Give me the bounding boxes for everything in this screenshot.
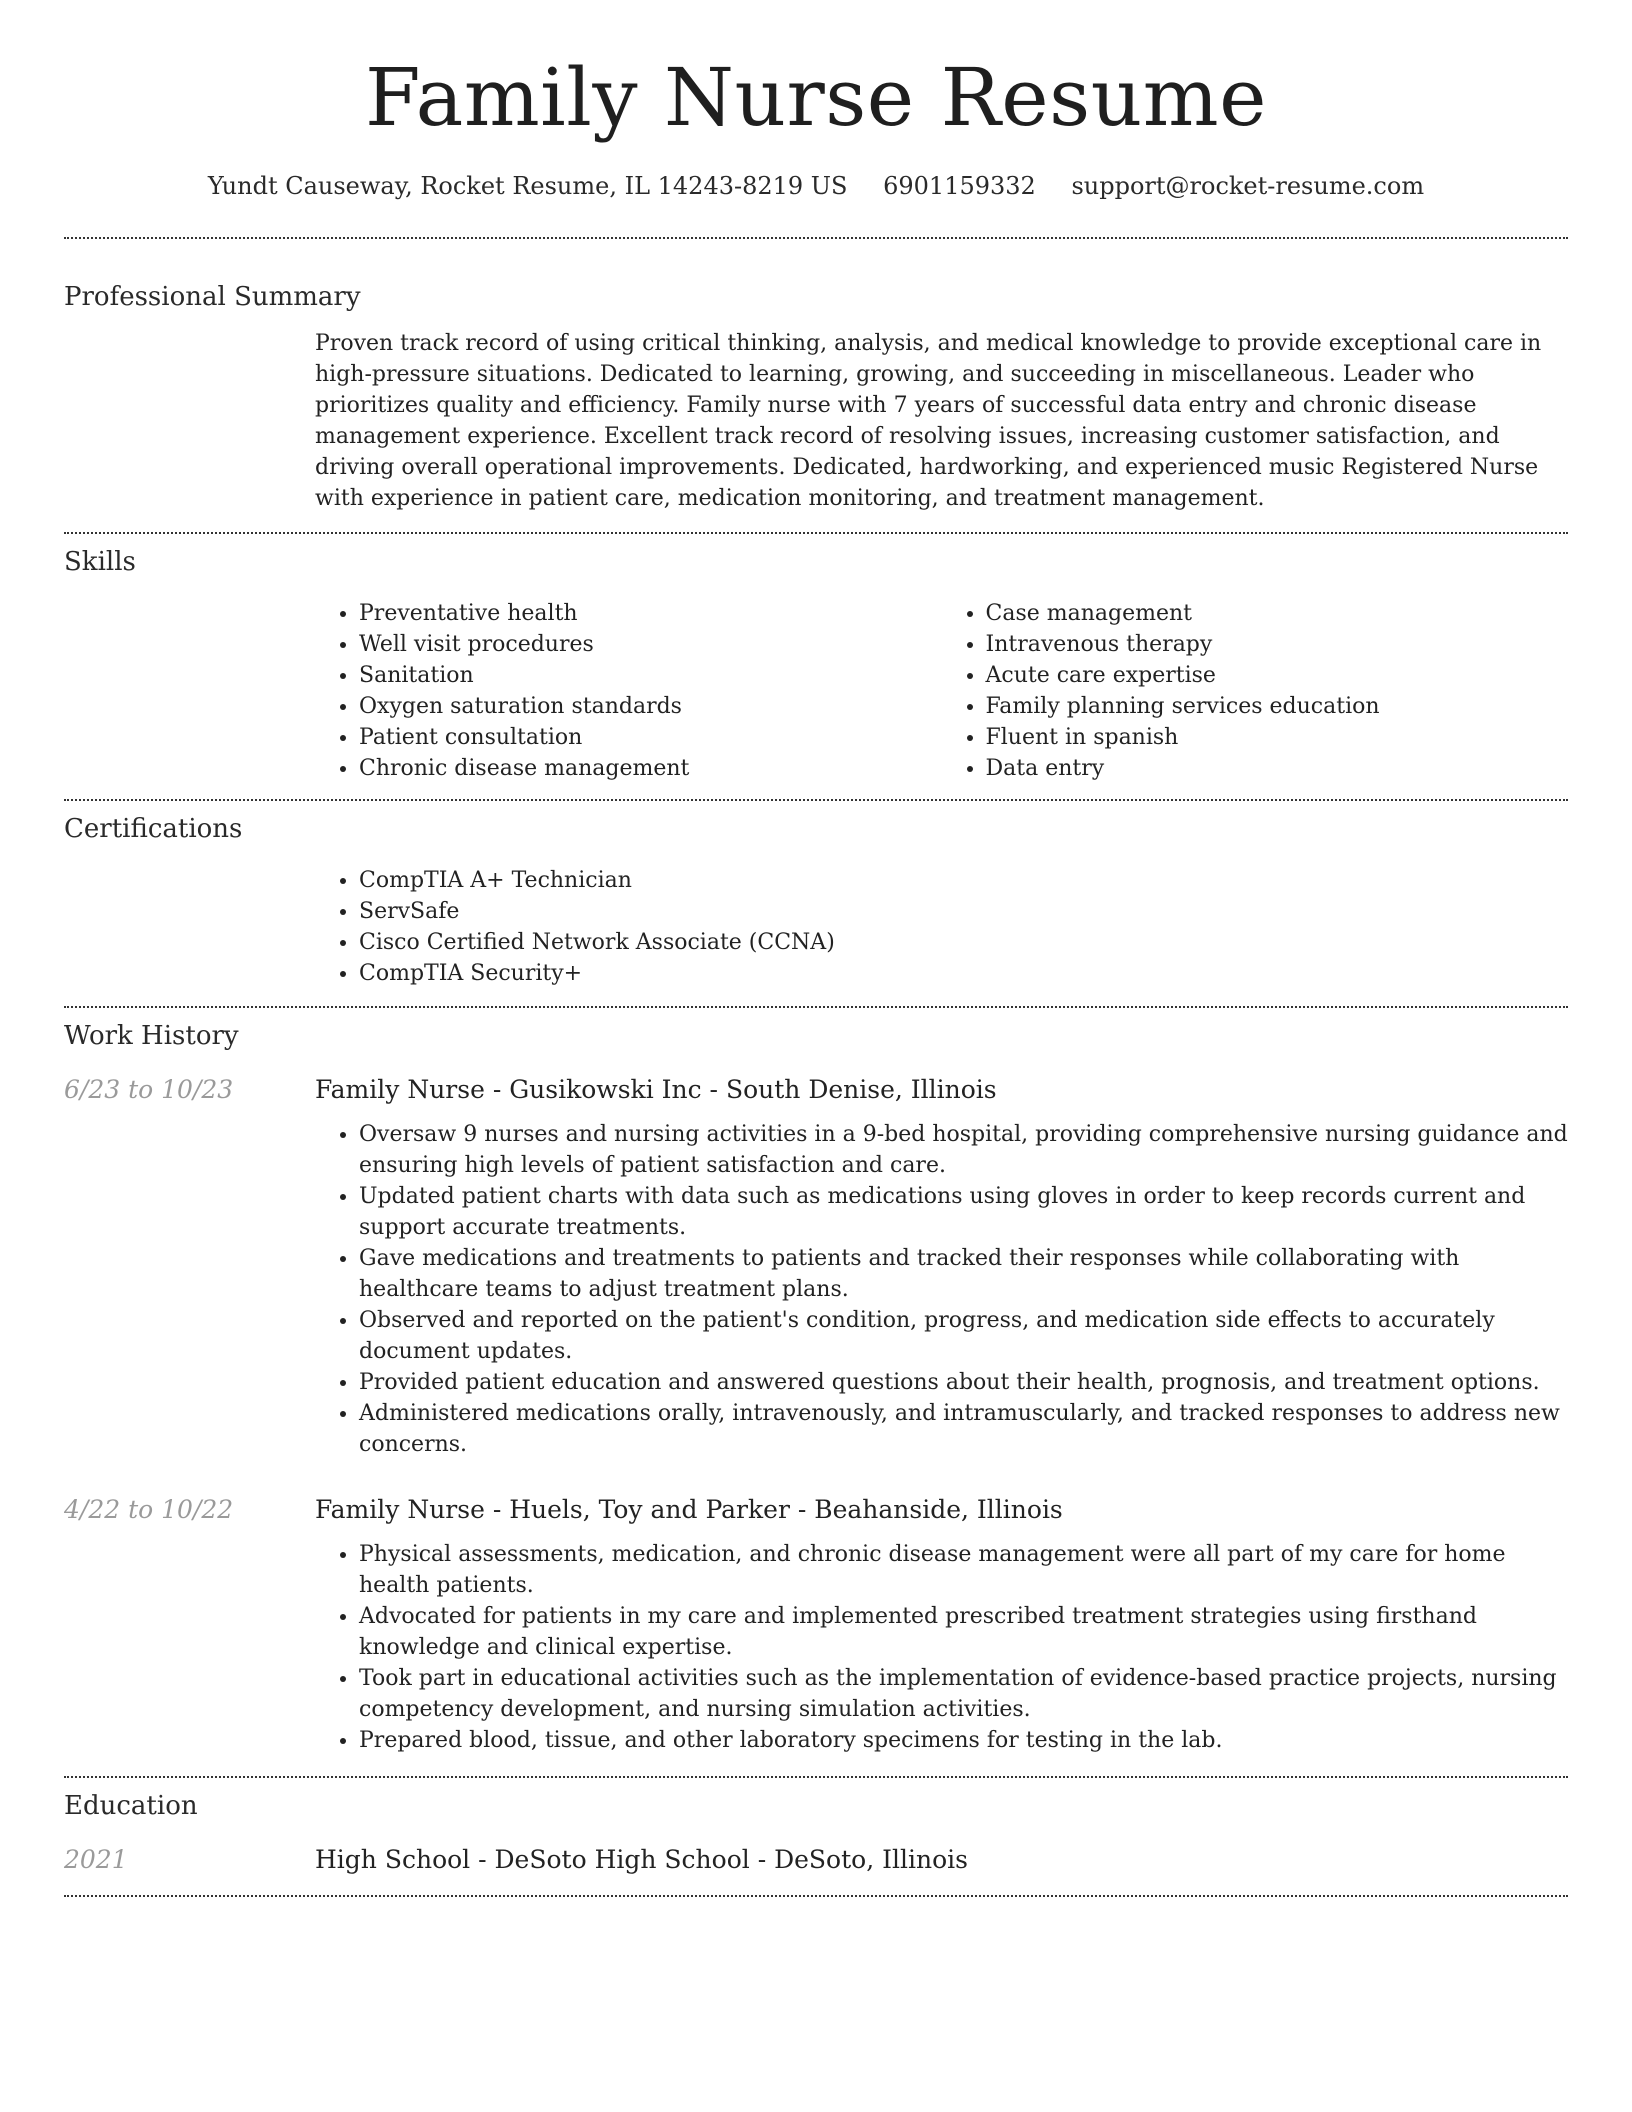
divider: [64, 1006, 1568, 1008]
contact-line: [64, 172, 1568, 200]
divider: [64, 1895, 1568, 1897]
section-title-education: Education: [64, 1791, 198, 1821]
certifications-section: [64, 814, 1568, 989]
job-title: Family Nurse - Gusikowski Inc - South Denise, Illinois: [315, 1075, 997, 1104]
list-item: • Gave medications and treatments to patients and tracked their responses while collaborating with healthcare teams to adjust treatment plans.: [359, 1243, 1568, 1305]
list-item: • Preventative health: [359, 598, 942, 629]
job-dates: 4/22 to 10/22: [64, 1495, 234, 1524]
education-section: [64, 1791, 1568, 1877]
list-item: • Updated patient charts with data such as medications using gloves in order to keep records current and support accurate treatments.: [359, 1181, 1568, 1243]
list-item: • Provided patient education and answered questions about their health, prognosis, and treatment options.: [359, 1367, 1568, 1398]
certifications-list: [315, 865, 1568, 989]
list-item: • Administered medications orally, intravenously, and intramuscularly, and tracked responses to address new concerns.: [359, 1398, 1568, 1460]
job-bullets: [315, 1119, 1568, 1460]
resume-title: Family Nurse Resume: [365, 51, 1267, 144]
skills-list-right: [942, 598, 1569, 784]
list-item: • Cisco Certified Network Associate (CCNA): [359, 927, 1568, 958]
list-item: • CompTIA Security+: [359, 958, 1568, 989]
section-title-certifications: Certifications: [64, 814, 243, 844]
list-item: • Case management: [986, 598, 1569, 629]
education-year: 2021: [64, 1845, 128, 1874]
divider: [64, 799, 1568, 801]
education-degree: High School - DeSoto High School - DeSoto, Illinois: [315, 1845, 968, 1874]
address: Yundt Causeway, Rocket Resume, IL 14243-8219 US: [207, 172, 848, 200]
list-item: • ServSafe: [359, 896, 1568, 927]
phone: 6901159332: [883, 172, 1036, 200]
list-item: • Acute care expertise: [986, 660, 1569, 691]
summary-section: [64, 282, 1568, 514]
skills-list-left: [315, 598, 942, 784]
list-item: • Patient consultation: [359, 722, 942, 753]
list-item: • Intravenous therapy: [986, 629, 1569, 660]
list-item: • Fluent in spanish: [986, 722, 1569, 753]
email: support@rocket-resume.com: [1071, 172, 1425, 200]
job-bullets: [315, 1539, 1568, 1756]
list-item: • Family planning services education: [986, 691, 1569, 722]
list-item: • Chronic disease management: [359, 753, 942, 784]
section-title-summary: Professional Summary: [64, 282, 361, 312]
job-title: Family Nurse - Huels, Toy and Parker - Beahanside, Illinois: [315, 1495, 1063, 1524]
education-entry: [64, 1843, 1568, 1877]
summary-text: Proven track record of using critical thinking, analysis, and medical knowledge to provide exceptional care in high-pressure situations. Dedicated to learning, growing, and succeeding in miscellaneous. Leader who prioritizes quality and efficiency. Family nurse with 7 years of successful data entry and chronic disease management experience. Excellent track record of resolving issues, increasing customer satisfaction, and driving overall operational improvements. Dedicated, hardworking, and experienced music Registered Nurse with experience in patient care, medication monitoring, and treatment management.: [315, 331, 1542, 511]
section-title-skills: Skills: [64, 547, 136, 577]
list-item: • Observed and reported on the patient's condition, progress, and medication side effects to accurately document updates.: [359, 1305, 1568, 1367]
list-item: • Took part in educational activities such as the implementation of evidence-based practice projects, nursing competency development, and nursing simulation activities.: [359, 1663, 1568, 1725]
list-item: • Data entry: [986, 753, 1569, 784]
list-item: • Sanitation: [359, 660, 942, 691]
list-item: • Oversaw 9 nurses and nursing activities in a 9-bed hospital, providing comprehensive nursing guidance and ensuring high levels of patient satisfaction and care.: [359, 1119, 1568, 1181]
list-item: • Physical assessments, medication, and chronic disease management were all part of my care for home health patients.: [359, 1539, 1568, 1601]
list-item: • Advocated for patients in my care and implemented prescribed treatment strategies using firsthand knowledge and clinical expertise.: [359, 1601, 1568, 1663]
job-entry: [64, 1073, 1568, 1460]
divider: [64, 1776, 1568, 1778]
list-item: • Well visit procedures: [359, 629, 942, 660]
divider: [64, 237, 1568, 239]
list-item: • Prepared blood, tissue, and other laboratory specimens for testing in the lab.: [359, 1725, 1568, 1756]
work-section: [64, 1021, 1568, 1756]
job-dates: 6/23 to 10/23: [64, 1075, 234, 1104]
divider: [64, 532, 1568, 534]
skills-section: [64, 547, 1568, 784]
job-entry: [64, 1493, 1568, 1756]
list-item: • CompTIA A+ Technician: [359, 865, 1568, 896]
list-item: • Oxygen saturation standards: [359, 691, 942, 722]
section-title-work: Work History: [64, 1021, 239, 1051]
